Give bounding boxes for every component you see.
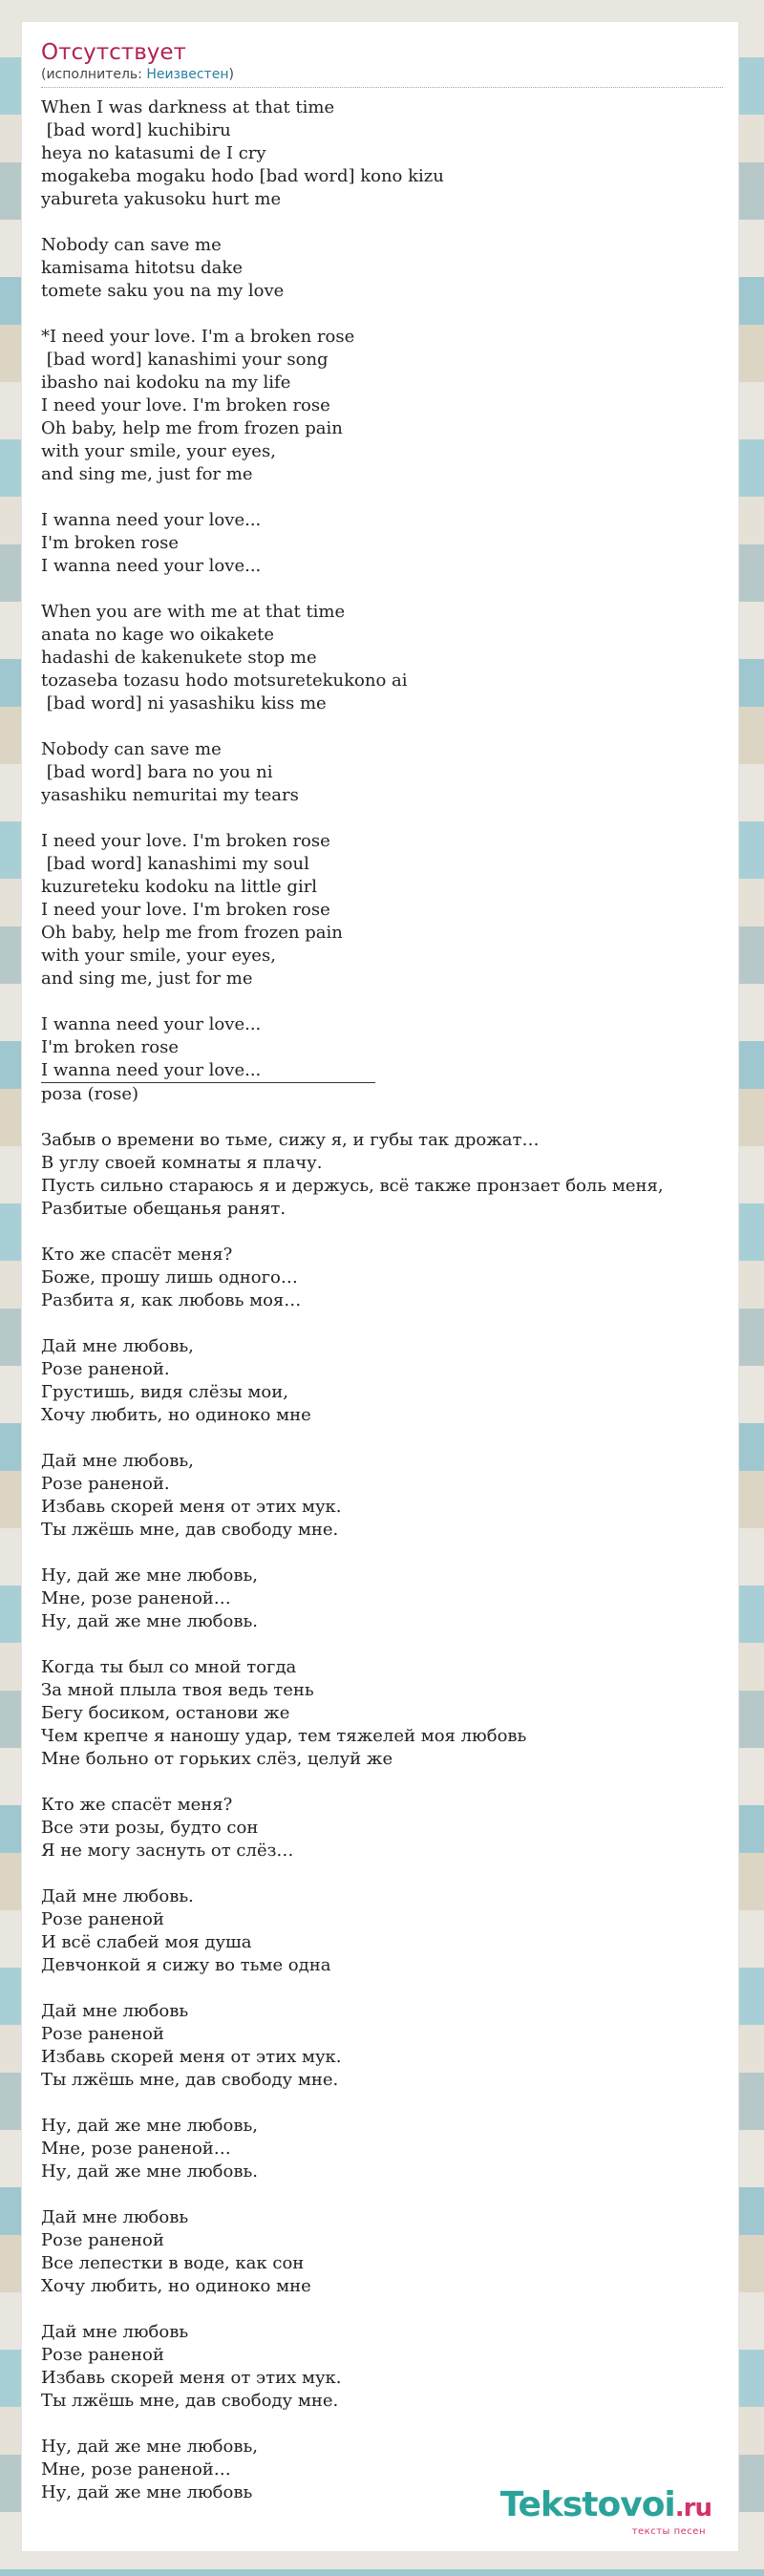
logo-suffix: .ru <box>674 2494 711 2523</box>
artist-prefix: (исполнитель: <box>41 67 147 82</box>
song-header <box>41 39 723 88</box>
artist-link[interactable]: Неизвестен <box>146 67 229 82</box>
site-logo[interactable] <box>500 2487 711 2538</box>
logo-tagline: тексты песен <box>631 2526 706 2537</box>
translation-title: роза (rose) <box>41 1084 139 1104</box>
logo-main: Tekstovoi <box>499 2485 675 2524</box>
separator-line <box>41 1082 375 1083</box>
lyrics-translation: Забыв о времени во тьме, сижу я, и губы так дрожат… В углу своей комнаты я плачу. Пусть сильно стараюсь я и держусь, всё также пронзает боль меня, Разбитые обещанья ранят. Кто же спасёт меня? Боже, прошу лишь одного… Разбита я, как любовь моя… Дай мне любовь, Розе раненой. Грустишь, видя слёзы мои, Хочу любить, но одиноко мне Дай мне любовь, Розе раненой. Избавь скорей меня от этих мук. Ты лжёшь мне, дав свободу мне. Ну, дай же мне любовь, Мне, розе раненой… Ну, дай же мне любовь. Когда ты был со мной тогда За мной плыла твоя ведь тень Бегу босиком, останови же Чем крепче я наношу удар, тем тяжелей моя любовь Мне больно от горьких слёз, целуй же Кто же спасёт меня? Все эти розы, будто сон Я не могу заснуть от слёз… Дай мне любовь. Розе раненой И всё слабей моя душа Девчонкой я сижу во тьме одна Дай мне любовь Розе раненой Избавь скорей меня от этих мук. Ты лжёшь мне, дав свободу мне. Ну, дай же мне любовь, Мне, розе раненой… Ну, дай же мне любовь. Дай мне любовь Розе раненой Все лепестки в воде, как сон Хочу любить, но одиноко мне Дай мне любовь Розе раненой Избавь скорей меня от этих мук. Ты лжёшь мне, дав свободу мне. Ну, дай же мне любовь, Мне, розе раненой… Ну, дай же мне любовь <box>41 1130 664 2502</box>
lyrics-body <box>41 96 729 2504</box>
logo-text <box>500 2487 711 2526</box>
artist-suffix: ) <box>228 67 234 82</box>
lyrics-card <box>21 21 739 2552</box>
artist-line <box>41 66 723 83</box>
lyrics-original: When I was darkness at that time [bad word] kuchibiru heya no katasumi de I cry mogakeba mogaku hodo [bad word] kono kizu yabureta yakusoku hurt me Nobody can save me kamisama hitotsu dake tomete saku you na my love *I need your love. I'm a broken rose [bad word] kanashimi your song ibasho nai kodoku na my life I need your love. I'm broken rose Oh baby, help me from frozen pain with your smile, your eyes, and sing me, just for me I wanna need your love... I'm broken rose I wanna need your love... When you are with me at that time anata no kage wo oikakete hadashi de kakenukete stop me tozaseba tozasu hodo motsuretekukono ai [bad word] ni yasashiku kiss me Nobody can save me [bad word] bara no you ni yasashiku nemuritai my tears I need your love. I'm broken rose [bad word] kanashimi my soul kuzureteku kodoku na little girl I need your love. I'm broken rose Oh baby, help me from frozen pain with your smile, your eyes, and sing me, just for me I wanna need your love... I'm broken rose I wanna need your love... <box>41 97 444 1080</box>
song-title: Отсутствует <box>41 40 186 65</box>
